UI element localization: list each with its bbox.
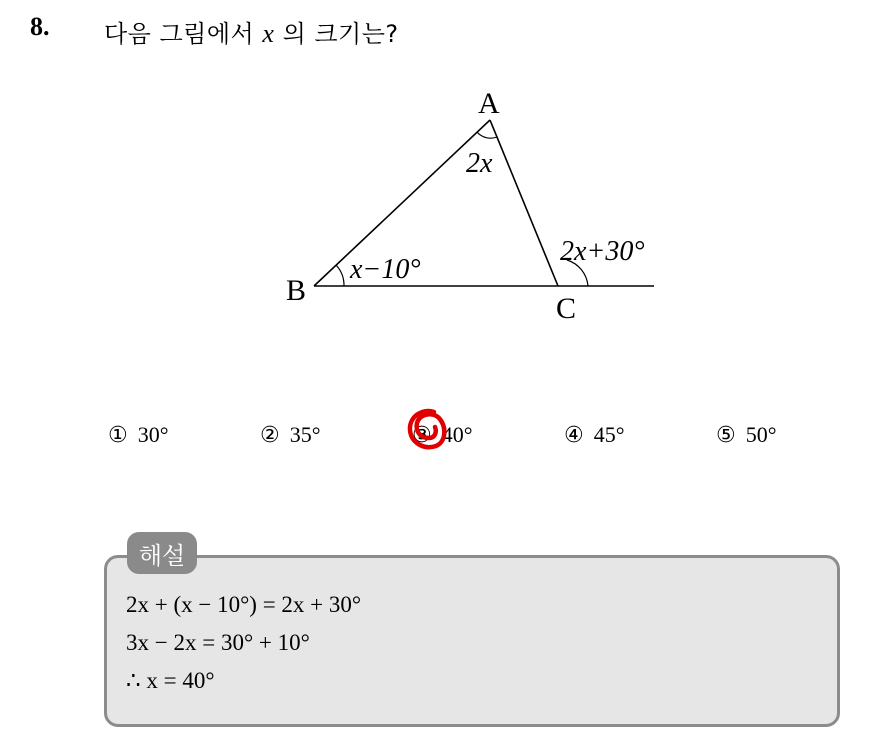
choice-4-number: ④ — [564, 423, 584, 448]
choice-5[interactable] — [716, 422, 777, 448]
vertex-a-label: A — [478, 87, 500, 120]
solution-line-2: 3x − 2x = 30° + 10° — [126, 630, 310, 655]
solution-line-1: 2x + (x − 10°) = 2x + 30° — [126, 592, 362, 617]
choice-2-number: ② — [260, 423, 280, 448]
choice-3-number: ③ — [412, 423, 432, 448]
answer-choices — [108, 422, 808, 454]
choice-2[interactable] — [260, 422, 321, 448]
angle-b-label: x−10° — [350, 254, 421, 285]
question-text-before: 다음 그림에서 — [104, 20, 255, 48]
choice-5-value: 50° — [745, 422, 777, 447]
solution-line-3: ∴ x = 40° — [126, 668, 215, 693]
angle-arc-b — [336, 265, 344, 286]
vertex-c-label: C — [556, 292, 577, 325]
side-ac — [490, 120, 558, 286]
choice-5-number: ⑤ — [716, 423, 736, 448]
solution-tab-label: 해설 — [127, 532, 197, 574]
choice-4[interactable] — [564, 422, 625, 448]
choice-1-value: 30° — [137, 422, 169, 447]
angle-a-label: 2x — [466, 148, 493, 179]
choice-3-value: 40° — [441, 422, 473, 447]
answer-circle-mark — [404, 405, 450, 455]
choice-2-value: 35° — [289, 422, 321, 447]
question-text-after: 의 크기는? — [282, 20, 399, 48]
question-variable: x — [262, 19, 275, 48]
question-number: 8. — [30, 12, 50, 41]
vertex-b-label: B — [286, 274, 307, 307]
angle-c-exterior-label: 2x+30° — [560, 236, 645, 267]
choice-1-number: ① — [108, 423, 128, 448]
choice-1[interactable] — [108, 422, 169, 448]
angle-arc-a — [477, 132, 497, 138]
choice-4-value: 45° — [593, 422, 625, 447]
